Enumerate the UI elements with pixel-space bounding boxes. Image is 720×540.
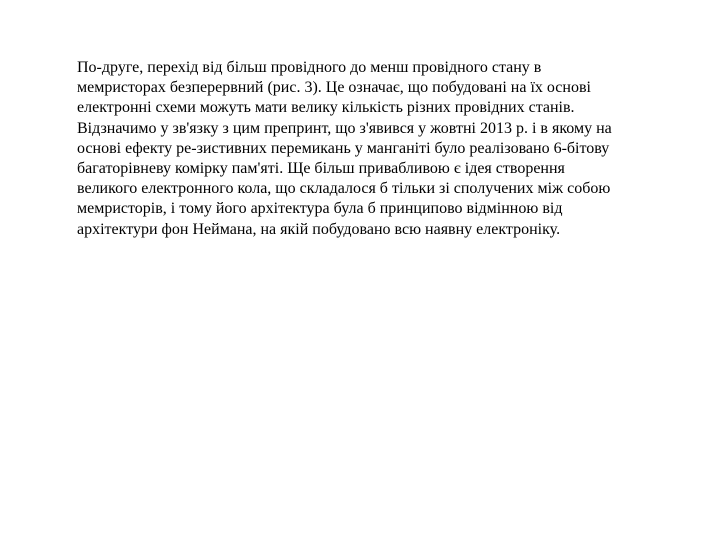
- paragraph-line: багаторівневу комірку пам'яті. Ще більш привабливою є ідея створення: [77, 160, 565, 178]
- paragraph-line: великого електронного кола, що складалося б тільки зі сполучених між собою: [77, 180, 611, 198]
- paragraph-line: По-друге, перехід від більш провідного до менш провідного стану в: [77, 59, 542, 76]
- paragraph-line: основі ефекту ре-зистивних перемикань у манганіті було реалізовано 6-бітову: [77, 139, 610, 157]
- paragraph-line: Відзначимо у зв'язку з цим препринт, що з'явився у жовтні 2013 р. і в якому на: [77, 119, 612, 137]
- body-paragraph: [77, 58, 717, 240]
- paragraph-line: архітектури фон Неймана, на якій побудовано всю наявну електроніку.: [77, 220, 561, 238]
- paragraph-line: електронні схеми можуть мати велику кількість різних провідних станів.: [77, 99, 575, 117]
- paragraph-line: мемристорах безперервний (рис. 3). Це означає, що побудовані на їх основі: [77, 79, 591, 97]
- paragraph-line: мемристорів, і тому його архітектура була б принципово відмінною від: [77, 200, 563, 218]
